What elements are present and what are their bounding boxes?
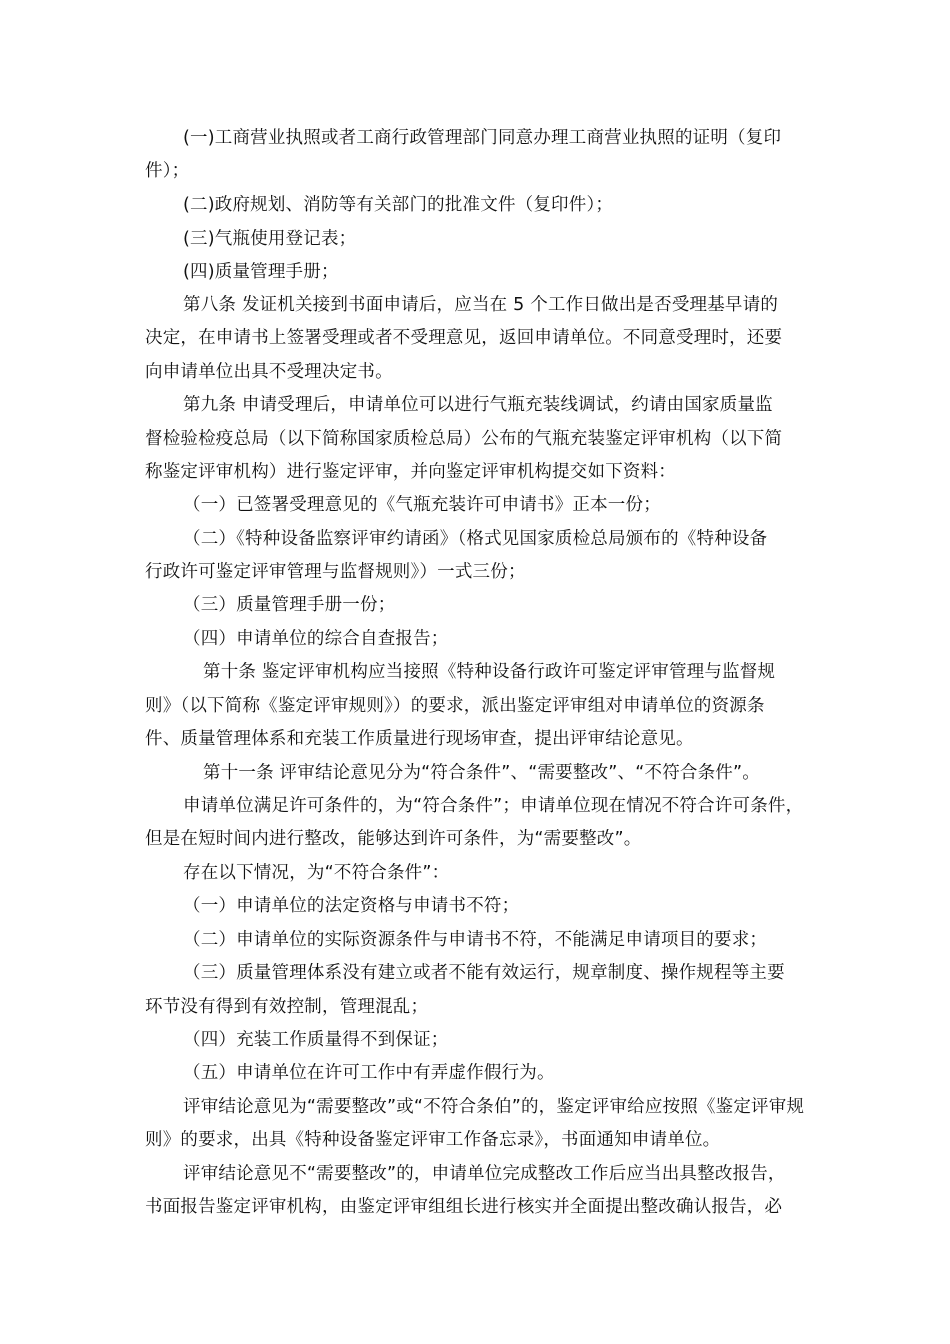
text-line: 决定，在申请书上签署受理或者不受理意见，返回申请单位。不同意受理时，还要 bbox=[145, 328, 783, 348]
text-line: (一)工商营业执照或者工商行政管理部门同意办理工商营业执照的证明（复印 bbox=[183, 128, 782, 148]
text-line: (二)政府规划、消防等有关部门的批准文件（复印件）； bbox=[183, 195, 614, 215]
text-line: 第九条 申请受理后，申请单位可以进行气瓶充装线调试，约请由国家质量监 bbox=[183, 395, 773, 415]
text-line: 书面报告鉴定评审机构，由鉴定评审组组长进行核实并全面提出整改确认报告，必 bbox=[145, 1197, 783, 1217]
text-line: 申请单位满足许可条件的，为“符合条件”；申请单位现在情况不符合许可条件， bbox=[183, 796, 804, 816]
text-line: 则》的要求，出具《特种设备鉴定评审工作备忘录》，书面通知申请单位。 bbox=[145, 1130, 721, 1150]
text-line: 督检验检疫总局（以下简称国家质检总局）公布的气瓶充装鉴定评审机构（以下简 bbox=[145, 429, 783, 449]
text-line: (四)质量管理手册； bbox=[183, 262, 339, 282]
text-line: 但是在短时间内进行整改，能够达到许可条件，为“需要整改”。 bbox=[145, 829, 642, 849]
text-line: 第十一条 评审结论意见分为“符合条件”、“需要整改”、“不符合条件”。 bbox=[203, 763, 760, 783]
text-line: 评审结论意见不“需要整改”的，申请单位完成整改工作后应当出具整改报告， bbox=[183, 1164, 786, 1184]
text-line: （一）已签署受理意见的《气瓶充装许可申请书》正本一份； bbox=[183, 495, 661, 515]
text-line: 行政许可鉴定评审管理与监督规则》）一式三份； bbox=[145, 562, 526, 582]
text-line: （二）申请单位的实际资源条件与申请书不符，不能满足申请项目的要求； bbox=[183, 930, 768, 950]
text-line: （五）申请单位在许可工作中有弄虚作假行为。 bbox=[183, 1063, 555, 1083]
text-line: 称鉴定评审机构）进行鉴定评审，并向鉴定评审机构提交如下资料： bbox=[145, 462, 676, 482]
text-line: 评审结论意见为“需要整改”或“不符合条伯”的，鉴定评审给应按照《鉴定评审规 bbox=[183, 1097, 805, 1117]
text-line: （三）质量管理手册一份； bbox=[183, 595, 396, 615]
text-line: 第八条 发证机关接到书面申请后，应当在 5 个工作日做出是否受理基早请的 bbox=[183, 295, 779, 315]
text-line: 环节没有得到有效控制，管理混乱； bbox=[145, 997, 429, 1017]
text-line: （二）《特种设备监察评审约请函》（格式见国家质检总局颁布的《特种设备 bbox=[183, 529, 768, 549]
text-line: （三）质量管理体系没有建立或者不能有效运行，规章制度、操作规程等主要 bbox=[183, 963, 785, 983]
text-line: 第十条 鉴定评审机构应当接照《特种设备行政许可鉴定评审管理与监督规 bbox=[203, 662, 776, 682]
text-line: (三)气瓶使用登记表； bbox=[183, 229, 357, 249]
text-line: （一）申请单位的法定资格与申请书不符； bbox=[183, 896, 520, 916]
text-line: （四）充装工作质量得不到保证； bbox=[183, 1030, 449, 1050]
text-line: 向申请单位出具不受理决定书。 bbox=[145, 362, 393, 382]
text-line: 件）； bbox=[145, 161, 190, 181]
text-line: 件、质量管理体系和充装工作质量进行现场审查，提出评审结论意见。 bbox=[145, 729, 694, 749]
text-line: 则》（以下简称《鉴定评审规则》）的要求，派出鉴定评审组对申请单位的资源条 bbox=[145, 696, 765, 716]
text-line: （四）申请单位的综合自查报告； bbox=[183, 629, 449, 649]
text-line: 存在以下情况，为“不符合条件”： bbox=[183, 863, 450, 883]
